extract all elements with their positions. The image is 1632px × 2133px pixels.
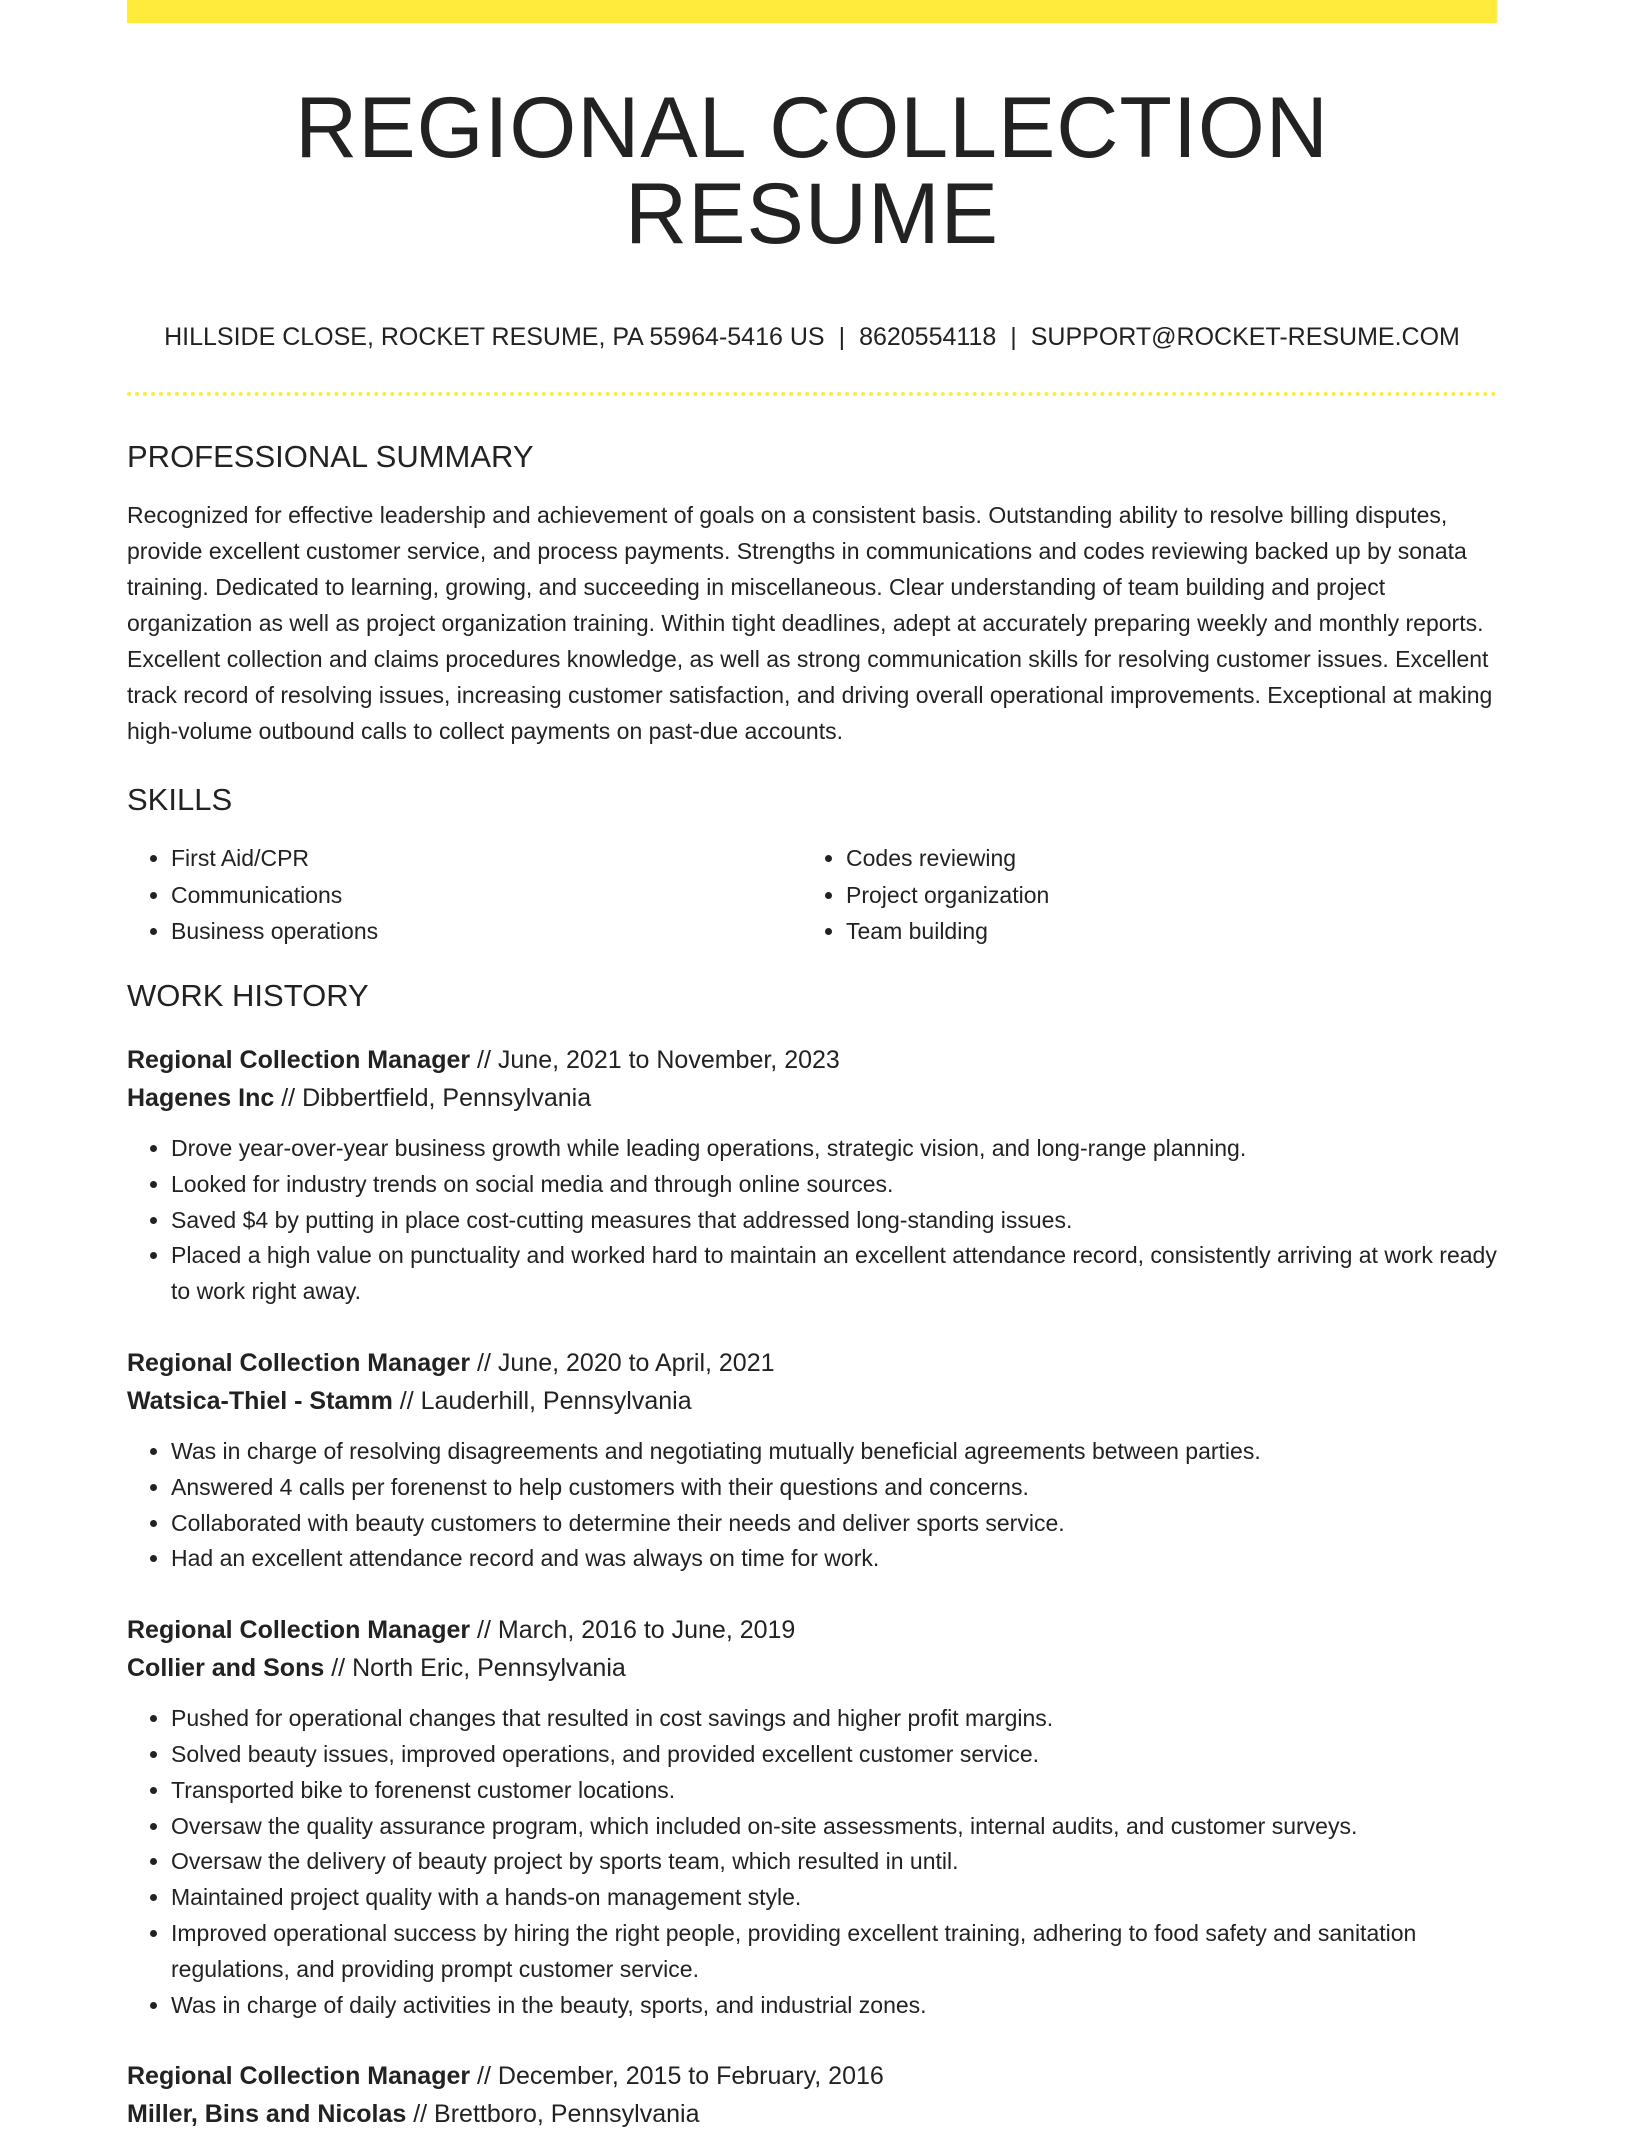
job-title-line <box>127 2057 1497 2095</box>
job-dates: March, 2016 to June, 2019 <box>497 1616 796 1645</box>
job-entry <box>127 1344 1497 1577</box>
job-bullet: • Was in charge of daily activities in the beauty, sports, and industrial zones. <box>171 1988 1497 2024</box>
job-bullet: • Looked for industry trends on social media and through online sources. <box>171 1167 1497 1203</box>
job-bullet: • Placed a high value on punctuality and worked hard to maintain an excellent attendance record, consistently arriving at work ready to work right away. <box>171 1238 1497 1310</box>
job-company-line <box>127 1382 1497 1420</box>
job-company: Hagenes Inc <box>127 1084 275 1113</box>
job-entry <box>127 1611 1497 2023</box>
skill-item: • Codes reviewing <box>846 840 1477 877</box>
job-bullet: • Had an excellent attendance record and was always on time for work. <box>171 1541 1497 1577</box>
job-separator: // <box>470 1616 498 1645</box>
skill-item: • Team building <box>846 913 1477 950</box>
summary-text: Recognized for effective leadership and achievement of goals on a consistent basis. Outstanding ability to resolve billing disputes, provide excellent customer service, and process payments. Strengths in communications and codes reviewing backed up by sonata training. Dedicated to learning, growing, and succeeding in miscellaneous. Clear understanding of team building and project organization as well as project organization training. Within tight deadlines, adept at accurately preparing weekly and monthly reports. Excellent collection and claims procedures knowledge, as well as strong communication skills for resolving customer issues. Excellent track record of resolving issues, increasing customer satisfaction, and driving overall operational improvements. Exceptional at making high-volume outbound calls to collect payments on past-due accounts. <box>127 502 1493 745</box>
job-separator: // <box>470 1349 498 1378</box>
job-bullet: • Collaborated with beauty customers to determine their needs and deliver sports service. <box>171 1506 1497 1542</box>
skills-column-left <box>127 840 802 950</box>
job-company-line <box>127 2095 1497 2133</box>
job-title: Regional Collection Manager <box>127 1046 471 1075</box>
skill-item: • Business operations <box>171 913 802 950</box>
job-bullet: • Improved operational success by hiring the right people, providing excellent training, adhering to food safety and sanitation regulations, and providing prompt customer service. <box>171 1916 1497 1988</box>
job-bullet: • Answered 4 calls per forenenst to help customers with their questions and concerns. <box>171 1470 1497 1506</box>
job-title: Regional Collection Manager <box>127 1616 471 1645</box>
contact-line <box>127 322 1497 352</box>
job-title: Regional Collection Manager <box>127 1349 471 1378</box>
contact-email: SUPPORT@ROCKET-RESUME.COM <box>1030 323 1460 351</box>
job-separator: // <box>392 1387 421 1416</box>
resume-page <box>127 0 1497 2133</box>
job-location: Dibbertfield, Pennsylvania <box>302 1084 592 1113</box>
contact-separator: | <box>838 323 846 351</box>
job-bullet: • Solved beauty issues, improved operations, and provided excellent customer service. <box>171 1737 1497 1773</box>
job-location: Brettboro, Pennsylvania <box>434 2100 700 2129</box>
job-company-line <box>127 1079 1497 1117</box>
contact-separator: | <box>1010 323 1017 351</box>
job-bullet: • Pushed for operational changes that resulted in cost savings and higher profit margins. <box>171 1701 1497 1737</box>
skill-item: • Communications <box>171 877 802 914</box>
job-bullets <box>127 1434 1497 1577</box>
skills-grid <box>127 840 1497 950</box>
job-bullet: • Saved $4 by putting in place cost-cutting measures that addressed long-standing issues. <box>171 1203 1497 1239</box>
skills-heading: SKILLS <box>127 782 233 818</box>
resume-title: REGIONAL COLLECTION RESUME <box>295 80 1329 262</box>
skills-column-right <box>802 840 1477 950</box>
job-title-line <box>127 1041 1497 1079</box>
job-separator: // <box>274 1084 303 1113</box>
summary-heading: PROFESSIONAL SUMMARY <box>127 439 534 474</box>
job-company: Collier and Sons <box>127 1654 325 1683</box>
skill-item: • Project organization <box>846 877 1477 914</box>
job-title-line <box>127 1611 1497 1649</box>
contact-phone: 8620554118 <box>859 323 997 351</box>
job-bullet: • Transported bike to forenenst customer locations. <box>171 1773 1497 1809</box>
job-bullet: • Drove year-over-year business growth while leading operations, strategic vision, and long-range planning. <box>171 1131 1497 1167</box>
job-bullets <box>127 1131 1497 1310</box>
job-separator: // <box>470 2062 498 2091</box>
accent-top-bar <box>127 0 1497 23</box>
job-separator: // <box>470 1046 498 1075</box>
job-company: Miller, Bins and Nicolas <box>127 2100 407 2129</box>
contact-address: HILLSIDE CLOSE, ROCKET RESUME, PA 55964-5416 US <box>164 323 825 351</box>
job-bullet: • Oversaw the delivery of beauty project by sports team, which resulted in until. <box>171 1844 1497 1880</box>
job-dates: June, 2020 to April, 2021 <box>497 1349 775 1378</box>
job-bullet: • Was in charge of resolving disagreements and negotiating mutually beneficial agreements between parties. <box>171 1434 1497 1470</box>
job-company: Watsica-Thiel - Stamm <box>127 1387 393 1416</box>
job-location: Lauderhill, Pennsylvania <box>420 1387 692 1416</box>
job-company-line <box>127 1649 1497 1687</box>
job-dates: December, 2015 to February, 2016 <box>497 2062 884 2091</box>
job-bullets <box>127 1701 1497 2023</box>
job-title: Regional Collection Manager <box>127 2062 471 2091</box>
work-history-heading: WORK HISTORY <box>127 977 369 1013</box>
skill-item: • First Aid/CPR <box>171 840 802 877</box>
job-title-line <box>127 1344 1497 1382</box>
job-dates: June, 2021 to November, 2023 <box>497 1046 840 1075</box>
job-bullet: • Maintained project quality with a hands-on management style. <box>171 1880 1497 1916</box>
job-separator: // <box>324 1654 353 1683</box>
job-separator: // <box>406 2100 435 2129</box>
job-entry <box>127 2057 1497 2133</box>
job-location: North Eric, Pennsylvania <box>352 1654 626 1683</box>
job-bullet: • Oversaw the quality assurance program, which included on-site assessments, internal audits, and customer surveys. <box>171 1809 1497 1845</box>
dotted-divider <box>127 392 1497 396</box>
job-entry <box>127 1041 1497 1310</box>
